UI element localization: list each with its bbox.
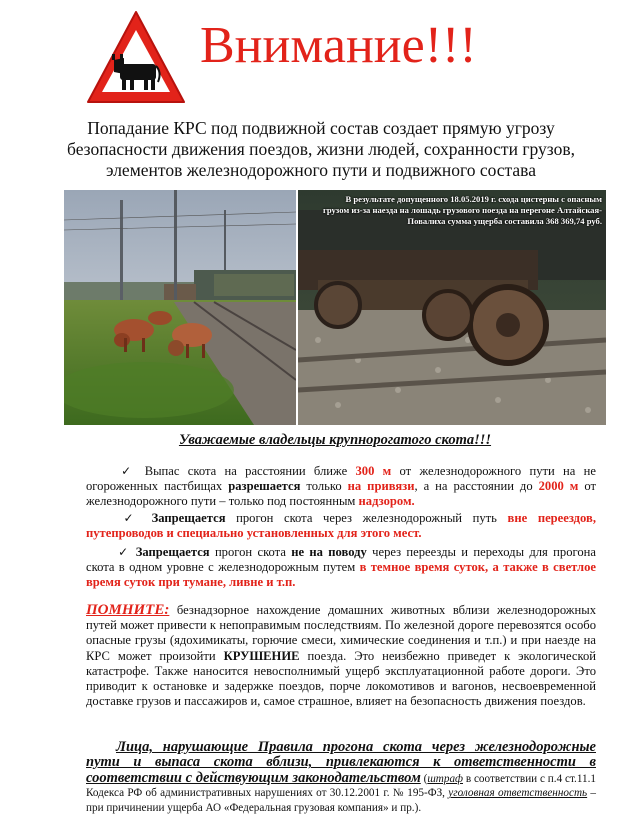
page-title: Внимание!!! xyxy=(200,17,477,74)
remember-paragraph: ПОМНИТЕ: безнадзорное нахождение домашних животных вблизи железнодорожных путей может привести к непоправимым последствиям. По железной дороге перевозятся особо опасные грузы (ядохимикаты, горючие смеси, химические соединения и т.п.) и при наезде на КРС может произойти КРУШЕНИЕ поезда. Это неизбежно приведет к экологической катастрофе. Также наносится невосполнимый ущерб эксплуатационной работе дороги. Это приводит к остановке и задержке поездов, порче локомотивов и вагонов, несвоевременной доставке грузов и пассажиров и, самое страшное, влияет на безопасность движения поездов. xyxy=(86,602,596,709)
greeting-heading: Уважаемые владельцы крупнорогатого скота!!! xyxy=(178,432,492,448)
cows-near-railway-photo xyxy=(64,190,296,425)
liability-paragraph: Лица, нарушающие Правила прогона скота через железнодорожные пути и выпаса скота вблизи, привлекаются к ответственности в соответствии с действующим законодательством (штраф в соответствии с п.4 ст.11.1 Кодекса РФ об административных нарушениях от 30.12.2001 г. № 195-ФЗ, уголовная ответственность – при причинении ущерба АО «Федеральная грузовая компания» и пр.). xyxy=(86,739,597,814)
rule-leash-required: ✓ Запрещается прогон скота не на поводу через переезды и переходы для прогона скота в одном уровне с железнодорожным путем в темное время суток, а также в светлое время суток при тумане, ливне и т.п. xyxy=(86,545,596,590)
rule-crossing-prohibited: ✓ Запрещается прогон скота через железнодорожный путь вне переездов, путепроводов и специально установленных для этого мест. xyxy=(86,511,596,541)
photo-caption: В результате допущенного 18.05.2019 г. схода цистерны с опасным грузом из-за наезда на лошадь грузового поезда на перегоне Алтайская-Повалиха сумма ущерба составила 368 369,74 руб. xyxy=(322,194,602,226)
check-icon: ✓ xyxy=(116,464,137,478)
check-icon: ✓ xyxy=(116,511,141,525)
subtitle: Попадание КРС под подвижной состав создает прямую угрозу безопасности движения поездов, жизни людей, сохранности грузов, элементов железнодорожного пути и подвижного состава xyxy=(67,118,575,180)
rule-grazing: ✓ Выпас скота на расстоянии ближе 300 м от железнодорожного пути на не огороженных пастбищах разрешается только на привязи, а на расстоянии до 2000 м от железнодорожного пути – только под постоянным надзором. xyxy=(86,464,597,509)
cattle-warning-sign-icon xyxy=(84,8,188,108)
remember-label: ПОМНИТЕ: xyxy=(86,602,170,618)
check-icon: ✓ xyxy=(116,545,131,559)
derailment-photo xyxy=(298,190,606,425)
